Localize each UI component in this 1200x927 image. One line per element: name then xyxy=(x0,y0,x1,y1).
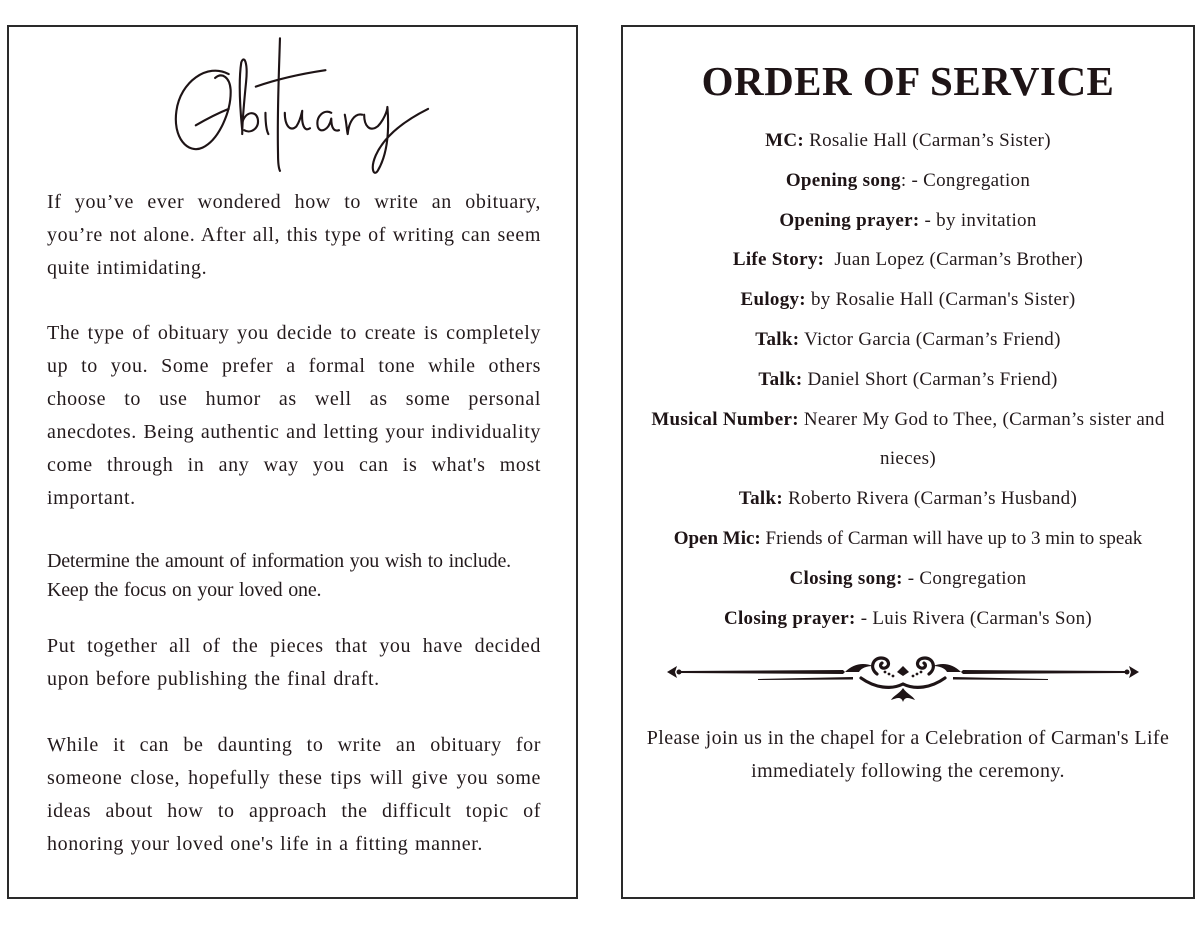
service-item-closing-prayer xyxy=(643,599,1173,639)
service-item-life-story xyxy=(643,240,1173,280)
service-item-label: Talk: xyxy=(758,368,803,390)
service-item-label: Opening song xyxy=(785,169,901,191)
order-of-service-panel xyxy=(621,25,1195,899)
obituary-paragraph: While it can be daunting to write an obituary for someone close, hopefully these tips will give you some ideas about how to approach the difficult topic of honoring your loved one's life in a fitting manner. xyxy=(47,734,541,855)
service-item-label: Opening prayer: xyxy=(779,209,920,231)
service-item-label: MC: xyxy=(765,130,805,151)
service-item-value: Juan Lopez (Carman’s Brother) xyxy=(824,249,1084,271)
service-item-mc xyxy=(643,121,1173,161)
service-item-value: - Luis Rivera (Carman's Son) xyxy=(855,607,1093,629)
service-item-closing-song xyxy=(643,559,1173,599)
obituary-script-title xyxy=(159,31,459,181)
ornamental-divider xyxy=(663,652,1143,708)
service-item-talk xyxy=(643,360,1173,400)
obituary-paragraph: The type of obituary you decide to create is completely up to you. Some prefer a formal tone while others choose to use humor as well as some personal anecdotes. Being authentic and letting your individuality come through in any way you can is what's most important. xyxy=(47,322,541,509)
service-item-value: - Congregation xyxy=(902,567,1027,589)
script-obituary-lettering-icon xyxy=(159,31,459,181)
obituary-panel xyxy=(7,25,578,899)
service-item-value: by Rosalie Hall (Carman's Sister) xyxy=(805,289,1076,311)
service-item-value: - by invitation xyxy=(919,209,1037,231)
service-item-opening-prayer xyxy=(643,201,1173,241)
service-item-talk xyxy=(643,320,1173,360)
service-item-opening-song xyxy=(643,161,1173,201)
celebration-of-life-note: Please join us in the chapel for a Celebration of Carman's Life immediately following the ceremony. xyxy=(646,727,1170,782)
service-item-label: Closing prayer: xyxy=(723,607,856,629)
service-item-value: Daniel Short (Carman’s Friend) xyxy=(802,368,1058,390)
service-item-label: Musical Number: xyxy=(651,408,799,430)
service-item-label: Open Mic: xyxy=(673,527,761,549)
order-of-service-title: ORDER OF SERVICE xyxy=(701,58,1115,104)
service-item-label: Life Story: xyxy=(732,249,825,271)
service-item-label: Closing song: xyxy=(789,567,903,589)
service-item-open-mic xyxy=(643,519,1173,559)
service-item-talk xyxy=(643,479,1173,519)
service-item-value: Roberto Rivera (Carman’s Husband) xyxy=(783,488,1078,510)
service-item-eulogy xyxy=(643,280,1173,320)
obituary-paragraph: If you’ve ever wondered how to write an obituary, you’re not alone. After all, this type of writing can seem quite intimidating. xyxy=(47,191,541,279)
service-item-value: Friends of Carman will have up to 3 min to speak xyxy=(760,527,1143,549)
service-item-value: Nearer My God to Thee, (Carman’s sister and nieces) xyxy=(798,408,1165,470)
service-item-value: Rosalie Hall (Carman’s Sister) xyxy=(804,130,1051,151)
ornamental-flourish-divider-icon xyxy=(663,652,1143,708)
service-program-list xyxy=(643,121,1173,638)
service-item-label: Eulogy: xyxy=(740,289,806,311)
service-item-label: Talk: xyxy=(738,488,784,510)
service-item-label: Talk: xyxy=(755,328,800,350)
obituary-paragraph: Determine the amount of information you wish to include. Keep the focus on your loved one. xyxy=(47,550,511,601)
obituary-paragraph: Put together all of the pieces that you have decided upon before publishing the final draft. xyxy=(47,635,541,690)
service-item-musical-number xyxy=(643,400,1173,480)
service-item-value: Victor Garcia (Carman’s Friend) xyxy=(799,328,1061,350)
service-item-value: : - Congregation xyxy=(900,169,1031,191)
